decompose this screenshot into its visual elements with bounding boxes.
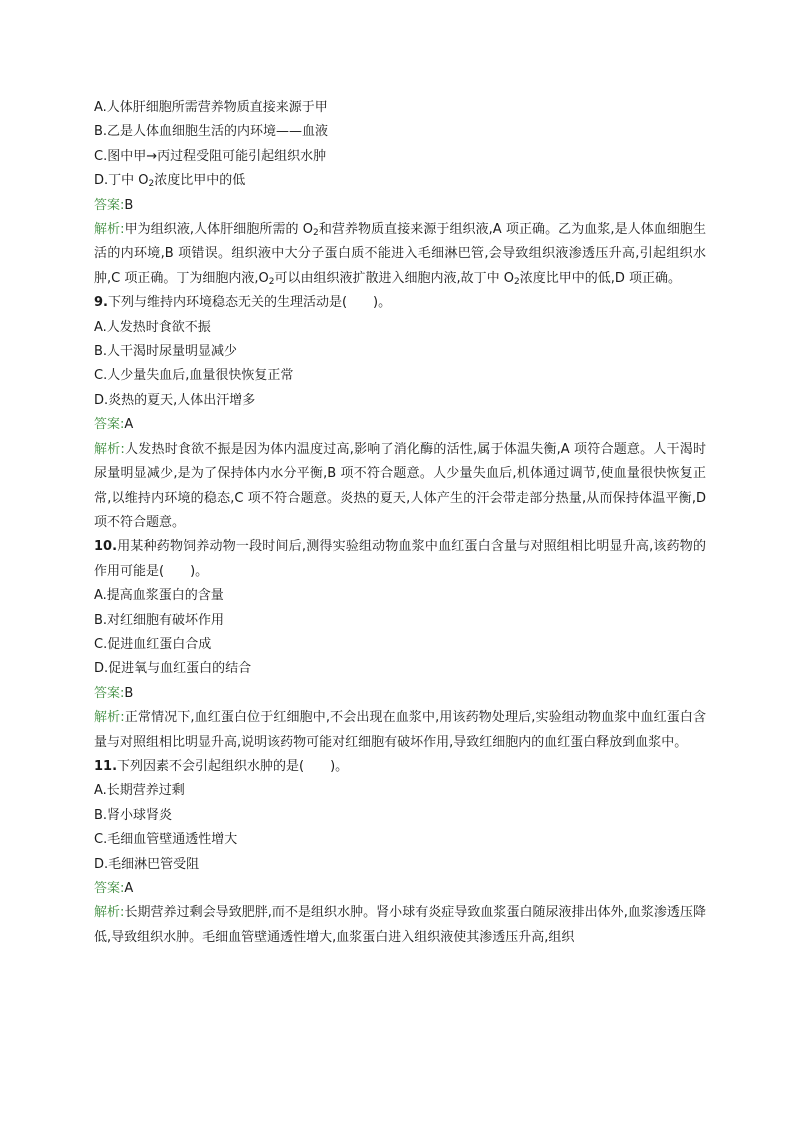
answer-value: A bbox=[124, 881, 134, 896]
q11-answer bbox=[94, 877, 706, 901]
analysis-text: 可以由组织液扩散进入细胞内液,故丁中 O bbox=[274, 270, 514, 286]
q8-option-d-text-end: 浓度比甲中的低 bbox=[154, 173, 246, 189]
q8-option-d-text: D.丁中 O bbox=[94, 173, 149, 189]
question-text: 下列因素不会引起组织水肿的是( )。 bbox=[117, 758, 349, 774]
question-text: 下列与维持内环境稳态无关的生理活动是( )。 bbox=[107, 295, 392, 311]
answer-label: 答案: bbox=[94, 881, 125, 896]
subscript: 2 bbox=[268, 276, 275, 287]
q10-analysis bbox=[94, 706, 706, 755]
q10-stem bbox=[94, 535, 706, 584]
q10-option-a: A.提高血浆蛋白的含量 bbox=[94, 588, 224, 604]
analysis-text: 甲为组织液,人体肝细胞所需的 O bbox=[124, 222, 314, 238]
q8-option-b: B.乙是人体血细胞生活的内环境——血液 bbox=[94, 124, 329, 140]
answer-label: 答案: bbox=[94, 685, 125, 701]
answer-value: B bbox=[124, 197, 134, 213]
answer-value: B bbox=[124, 685, 134, 701]
q10-answer bbox=[94, 682, 706, 706]
q8-option-a: A.人体肝细胞所需营养物质直接来源于甲 bbox=[94, 100, 328, 115]
analysis-label: 解析: bbox=[94, 710, 125, 726]
document-page bbox=[94, 96, 706, 950]
analysis-label: 解析: bbox=[94, 441, 125, 457]
answer-value: A bbox=[124, 417, 134, 433]
q9-option-c: C.人少量失血后,血量很快恢复正常 bbox=[94, 368, 294, 384]
analysis-label: 解析: bbox=[94, 222, 125, 238]
question-number: 9. bbox=[94, 295, 108, 311]
analysis-text: 人发热时食欲不振是因为体内温度过高,影响了消化酶的活性,属于体温失衡,A 项符合题意。人干渴时尿量明显减少,是为了保持体内水分平衡,B 项不符合题意。人少量失血后,机体通过调节,使血量很快恢复正常,以维持内环境的稳态,C 项不符合题意。炎热的夏天,人体产生的汗会带走部分热量,从而保持体温平衡,D 项不符合题意。 bbox=[94, 441, 706, 530]
question-number: 11. bbox=[94, 758, 118, 774]
q10-option-d: D.促进氧与血红蛋白的结合 bbox=[94, 661, 252, 677]
q11-option-a: A.长期营养过剩 bbox=[94, 783, 185, 799]
q9-option-a: A.人发热时食欲不振 bbox=[94, 319, 211, 335]
answer-label: 答案: bbox=[94, 417, 125, 433]
q8-option-d bbox=[94, 169, 706, 193]
q9-stem bbox=[94, 291, 706, 315]
analysis-text: 正常情况下,血红蛋白位于红细胞中,不会出现在血浆中,用该药物处理后,实验组动物血浆中血红蛋白含量与对照组相比明显升高,说明该药物可能对红细胞有破坏作用,导致红细胞内的血红蛋白释放到血浆中。 bbox=[94, 710, 707, 750]
q9-option-d: D.炎热的夏天,人体出汗增多 bbox=[94, 392, 256, 408]
q8-option-c: C.图中甲→丙过程受阻可能引起组织水肿 bbox=[94, 148, 327, 164]
q9-analysis bbox=[94, 438, 706, 536]
q11-option-b: B.肾小球肾炎 bbox=[94, 807, 173, 823]
q10-option-b: B.对红细胞有破坏作用 bbox=[94, 612, 225, 628]
subscript: 2 bbox=[148, 179, 155, 190]
q8-answer bbox=[94, 194, 706, 218]
analysis-label: 解析: bbox=[94, 905, 125, 921]
q10-option-c: C.促进血红蛋白合成 bbox=[94, 636, 212, 652]
q9-answer bbox=[94, 413, 706, 437]
subscript: 2 bbox=[313, 228, 319, 239]
q8-analysis bbox=[94, 218, 706, 291]
question-number: 10. bbox=[94, 539, 118, 555]
answer-label: 答案: bbox=[94, 197, 125, 213]
q11-analysis bbox=[94, 901, 706, 950]
question-text: 用某种药物饲养动物一段时间后,测得实验组动物血浆中血红蛋白含量与对照组相比明显升高,该药物的作用可能是( )。 bbox=[94, 539, 706, 579]
q11-stem bbox=[94, 755, 706, 779]
analysis-text: 和营养物质直接来源于组织液,A 项正确。乙为血浆,是人体血细胞生活的内环境,B 项错误。组织液中大分子蛋白质不能进入毛细淋巴管,会导致组织液渗透压升高,引起组织水肿,C 项正确。丁为细胞内液,O bbox=[94, 222, 706, 286]
analysis-text: 长期营养过剩会导致肥胖,而不是组织水肿。肾小球有炎症导致血浆蛋白随尿液排出体外,血浆渗透压降低,导致组织水肿。毛细血管壁通透性增大,血浆蛋白进入组织液使其渗透压升高,组织 bbox=[94, 905, 706, 945]
q11-option-d: D.毛细淋巴管受阻 bbox=[94, 856, 200, 872]
analysis-text: 浓度比甲中的低,D 项正确。 bbox=[519, 270, 681, 286]
q11-option-c: C.毛细血管壁通透性增大 bbox=[94, 832, 238, 848]
q9-option-b: B.人干渴时尿量明显减少 bbox=[94, 344, 238, 360]
subscript: 2 bbox=[513, 276, 520, 287]
